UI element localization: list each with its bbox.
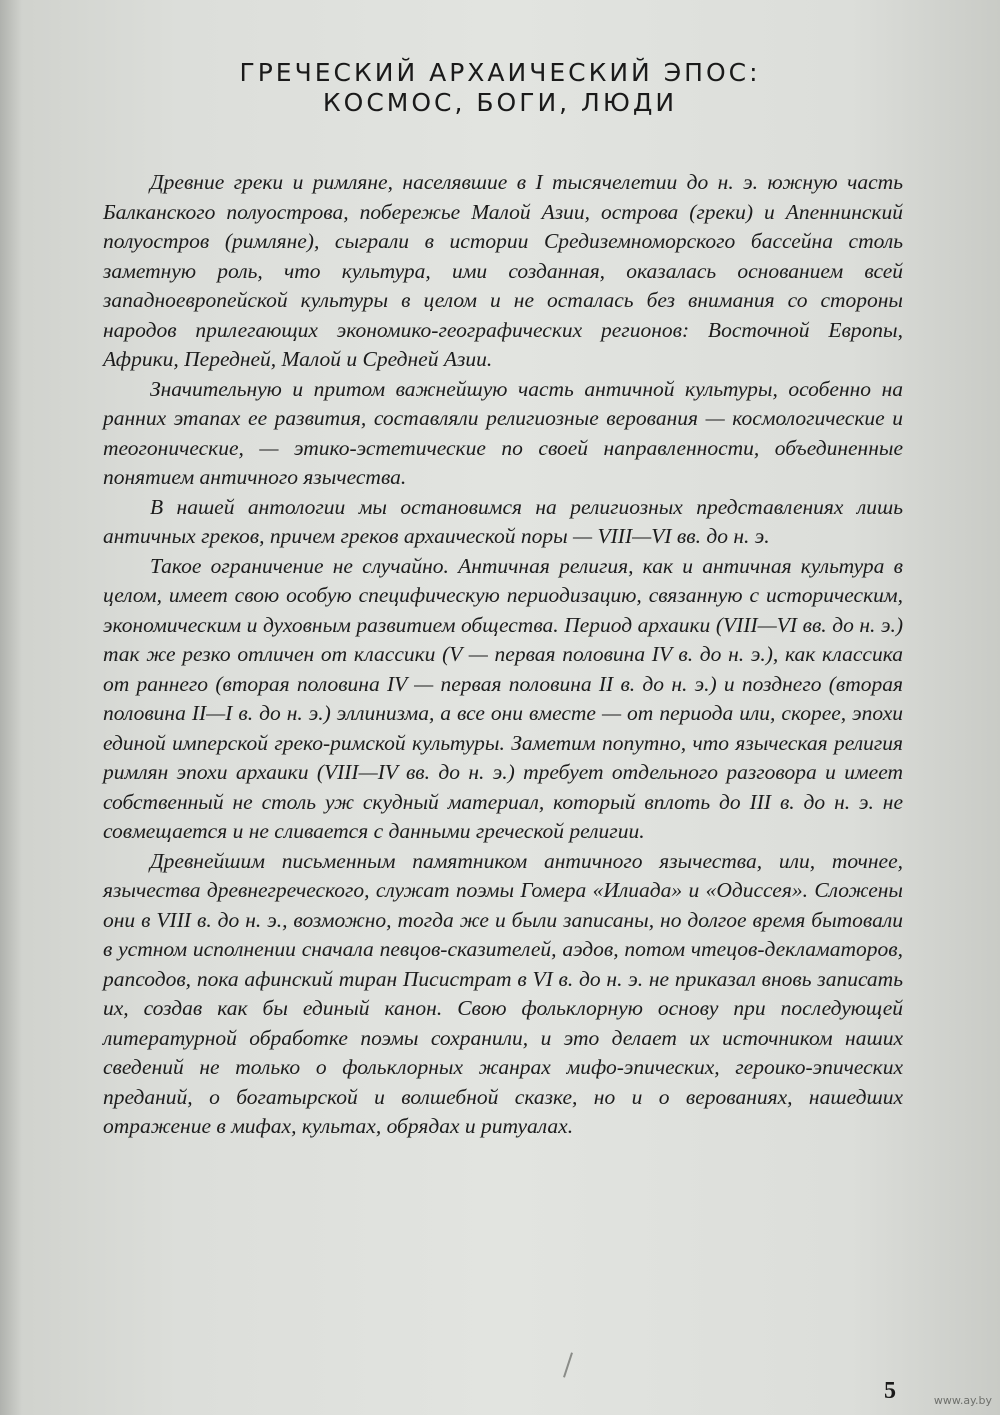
paragraph-4: Такое ограничение не случайно. Античная религия, как и античная культура в целом, имеет свою особую специфическую периодизацию, связанную с историческим, экономическим и духовным развитием общества. Период архаики (VIII—VI вв. до н. э.) так же резко отличен от классики (V — первая половина IV в. до н. э.), как классика от раннего (вторая половина IV — первая половина II в. до н. э.) и позднего (вторая половина II—I в. до н. э.) эллинизма, а все они вместе — от периода или, скорее, эпохи единой имперской греко-римской культуры. Заметим попутно, что языческая религия римлян эпохи архаики (VIII—IV вв. до н. э.) требует отдельного разговора и имеет собственный не столь уж скудный материал, который вплоть до III в. до н. э. не совмещается и не сливается с данными греческой религии. [103, 553, 903, 843]
chapter-title-line-1: ГРЕЧЕСКИЙ АРХАИЧЕСКИЙ ЭПОС: [239, 58, 761, 87]
chapter-title-line-2: КОСМОС, БОГИ, ЛЮДИ [322, 88, 678, 117]
watermark: www.ay.by [933, 1394, 992, 1407]
paragraph-5: Древнейшим письменным памятником античного язычества, или, точнее, язычества древнегреческого, служат поэмы Гомера «Илиада» и «Одиссея». Сложены они в VIII в. до н. э., возможно, тогда же и были записаны, но долгое время бытовали в устном исполнении сначала певцов-сказителей, аэдов, потом чтецов-декламаторов, рапсодов, пока афинский тиран Писистрат в VI в. до н. э. не приказал вновь записать их, создав как бы единый канон. Свою фольклорную основу при последующей литературной обработке поэмы сохранили, и это делает их источником наших сведений не только о фольклорных жанрах мифо-эпических, героико-эпических преданий, о богатырской и волшебной сказке, но и о верованиях, нашедших отражение в мифах, культах, обрядах и ритуалах. [103, 848, 903, 1138]
paragraph-3: В нашей антологии мы остановимся на религиозных представлениях лишь античных греков, причем греков архаической поры — VIII—VI вв. до н. э. [103, 494, 903, 548]
pencil-mark [563, 1352, 573, 1377]
paragraph-1: Древние греки и римляне, населявшие в I тысячелетии до н. э. южную часть Балканского полуострова, побережье Малой Азии, острова (греки) и Апеннинский полуостров (римляне), сыграли в истории Средиземноморского бассейна столь заметную роль, что культура, ими созданная, оказалась основанием всей западноевропейской культуры в целом и не осталась без внимания со стороны народов прилегающих экономико-географических регионов: Восточной Европы, Африки, Передней, Малой и Средней Азии. [103, 170, 903, 371]
page-number: 5 [884, 1378, 896, 1404]
page-edge-shadow [0, 0, 22, 1415]
body-text [103, 168, 903, 1142]
paragraph-2: Значительную и притом важнейшую часть античной культуры, особенно на ранних этапах ее развития, составляли религиозные верования — космологические и теогонические, — этико-эстетические по своей направленности, объединенные понятием античного язычества. [103, 376, 903, 489]
